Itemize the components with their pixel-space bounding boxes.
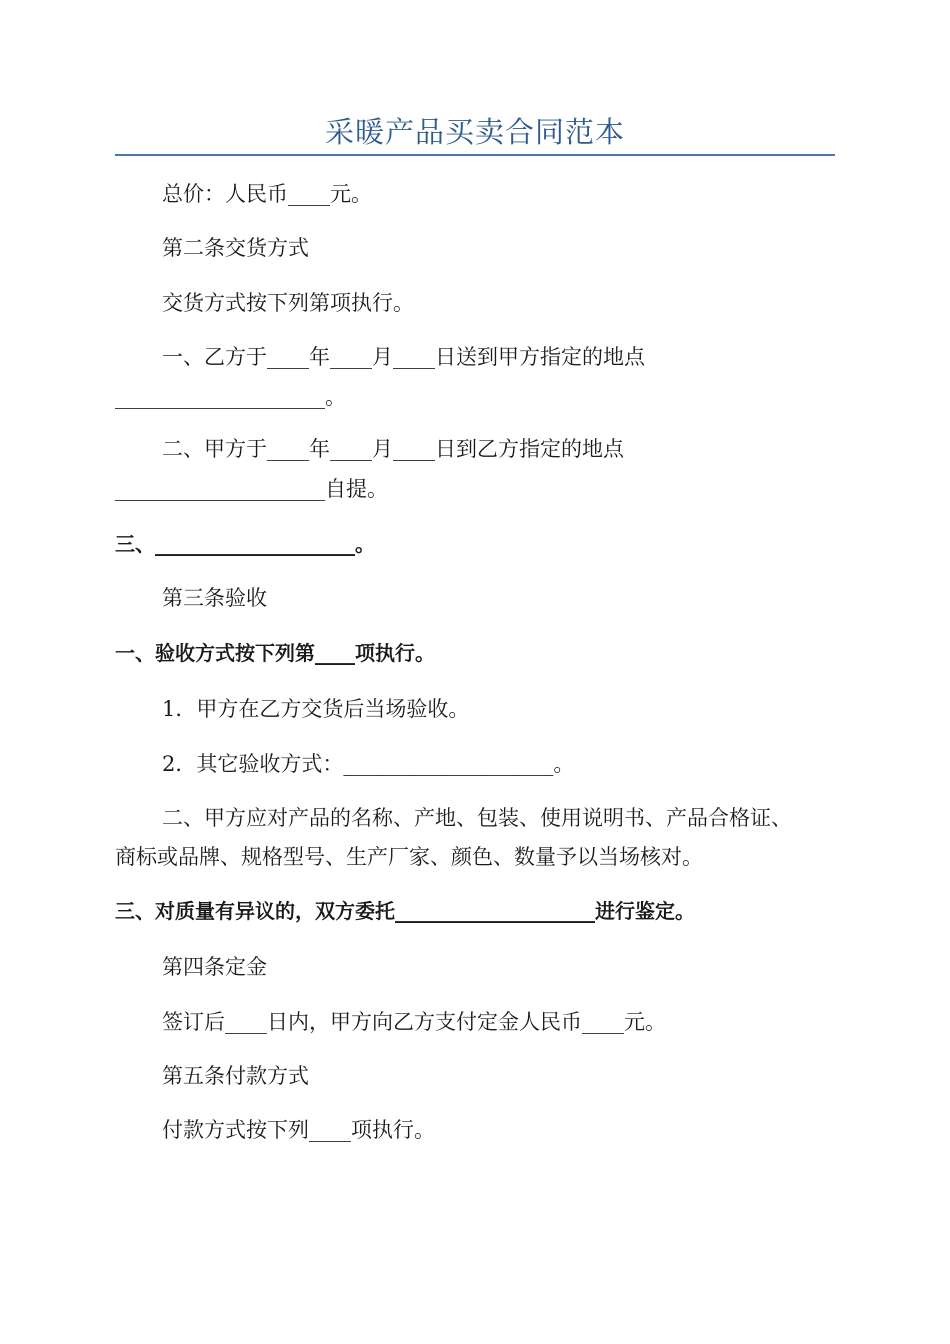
article-2-heading: 第二条交货方式 [162, 236, 309, 260]
payment-method-line: 付款方式按下列____项执行。 [162, 1118, 435, 1142]
inspection-check-line: 二、甲方应对产品的名称、产地、包装、使用说明书、产品合格证、 [162, 806, 792, 830]
deposit-line: 签订后____日内，甲方向乙方支付定金人民币____元。 [162, 1010, 666, 1034]
delivery-option-2: 二、甲方于____年____月____日到乙方指定的地点 [162, 437, 624, 461]
article-5-heading: 第五条付款方式 [162, 1064, 309, 1088]
inspection-method-line: 一、验收方式按下列第____项执行。 [115, 641, 435, 665]
document-title: 采暖产品买卖合同范本 [324, 115, 625, 149]
delivery-option-3: 三、____________________。 [115, 532, 375, 556]
quality-dispute-line: 三、对质量有异议的，双方委托____________________进行鉴定。 [115, 899, 695, 923]
total-price-line: 总价：人民币____元。 [162, 182, 372, 206]
inspection-check-line-cont: 商标或品牌、规格型号、生产厂家、颜色、数量予以当场核对。 [115, 845, 703, 869]
delivery-option-1-cont: ____________________。 [115, 385, 346, 409]
article-3-heading: 第三条验收 [162, 586, 267, 610]
delivery-option-1: 一、乙方于____年____月____日送到甲方指定的地点 [162, 345, 645, 369]
delivery-method-line: 交货方式按下列第项执行。 [162, 291, 414, 315]
delivery-option-2-cont: ____________________自提。 [115, 477, 388, 501]
title-underline [115, 154, 835, 156]
inspection-option-2: 2．其它验收方式：____________________。 [162, 752, 575, 776]
inspection-option-1: 1．甲方在乙方交货后当场验收。 [162, 697, 470, 721]
article-4-heading: 第四条定金 [162, 955, 267, 979]
